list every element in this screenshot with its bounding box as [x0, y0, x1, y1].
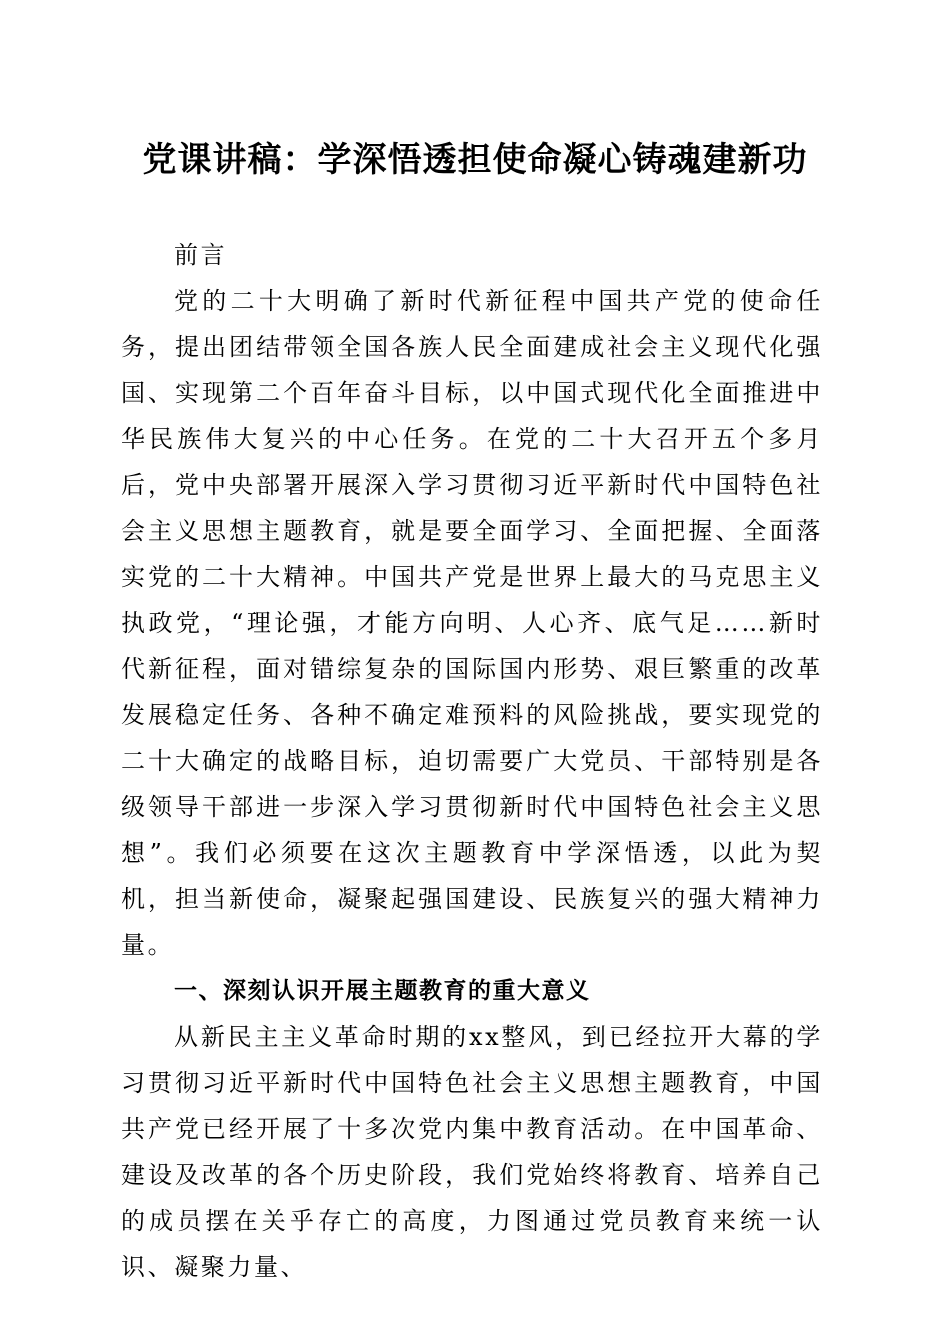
document-body — [121, 232, 823, 1290]
paragraph-section-1: 从新民主主义革命时期的xx整风，到已经拉开大幕的学习贯彻习近平新时代中国特色社会主义思想主题教育，中国共产党已经开展了十多次党内集中教育活动。在中国革命、建设及改革的各个历史阶段，我们党始终将教育、培养自己的成员摆在关乎存亡的高度，力图通过党员教育来统一认识、凝聚力量、 — [121, 1023, 823, 1281]
section-heading-1: 一、深刻认识开展主题教育的重大意义 — [174, 978, 591, 1004]
paragraph-intro: 党的二十大明确了新时代新征程中国共产党的使命任务，提出团结带领全国各族人民全面建成社会主义现代化强国、实现第二个百年奋斗目标，以中国式现代化全面推进中华民族伟大复兴的中心任务。在党的二十大召开五个多月后，党中央部署开展深入学习贯彻习近平新时代中国特色社会主义思想主题教育，就是要全面学习、全面把握、全面落实党的二十大精神。中国共产党是世界上最大的马克思主义执政党，“理论强，才能方向明、人心齐、底气足……新时代新征程，面对错综复杂的国际国内形势、艰巨繁重的改革发展稳定任务、各种不确定难预料的风险挑战，要实现党的二十大确定的战略目标，迫切需要广大党员、干部特别是各级领导干部进一步深入学习贯彻新时代中国特色社会主义思想”。我们必须要在这次主题教育中学深悟透，以此为契机，担当新使命，凝聚起强国建设、民族复兴的强大精神力量。 — [121, 287, 823, 959]
document-title: 党课讲稿：学深悟透担使命凝心铸魂建新功 — [142, 140, 808, 180]
preface-label: 前言 — [174, 241, 228, 269]
